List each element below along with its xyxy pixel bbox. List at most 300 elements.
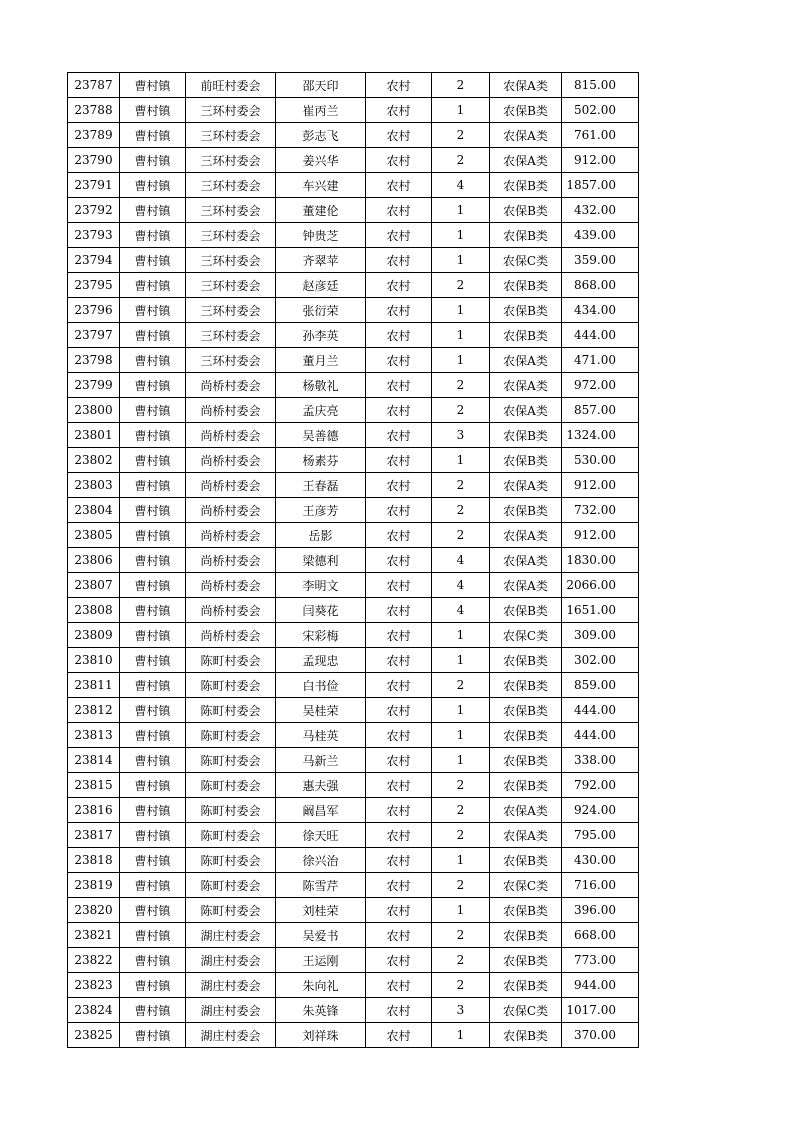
table-row (68, 1023, 639, 1048)
table-row (68, 198, 639, 223)
insurance-category-cell: 农保B类 (490, 298, 562, 323)
village-committee-cell: 陈町村委会 (186, 798, 276, 823)
insurance-category-cell: 农保A类 (490, 148, 562, 173)
town-cell: 曹村镇 (120, 748, 186, 773)
town-cell: 曹村镇 (120, 898, 186, 923)
record-id-cell: 23788 (68, 98, 120, 123)
area-type-cell: 农村 (366, 398, 432, 423)
amount-cell: 1830.00 (562, 548, 639, 573)
amount-cell: 1017.00 (562, 998, 639, 1023)
village-committee-cell: 陈町村委会 (186, 873, 276, 898)
amount-cell: 444.00 (562, 698, 639, 723)
table-row (68, 148, 639, 173)
table-row (68, 323, 639, 348)
area-type-cell: 农村 (366, 548, 432, 573)
household-count-cell: 1 (432, 723, 490, 748)
table-row (68, 273, 639, 298)
table-row (68, 998, 639, 1023)
area-type-cell: 农村 (366, 248, 432, 273)
insurance-category-cell: 农保B类 (490, 748, 562, 773)
village-committee-cell: 尚桥村委会 (186, 423, 276, 448)
insurance-category-cell: 农保A类 (490, 573, 562, 598)
village-committee-cell: 三环村委会 (186, 273, 276, 298)
table-row (68, 98, 639, 123)
table-row (68, 898, 639, 923)
person-name-cell: 齐翠苹 (276, 248, 366, 273)
household-count-cell: 2 (432, 873, 490, 898)
household-count-cell: 4 (432, 598, 490, 623)
household-count-cell: 2 (432, 798, 490, 823)
household-count-cell: 2 (432, 73, 490, 98)
amount-cell: 944.00 (562, 973, 639, 998)
town-cell: 曹村镇 (120, 1023, 186, 1048)
household-count-cell: 4 (432, 573, 490, 598)
table-row (68, 498, 639, 523)
record-id-cell: 23821 (68, 923, 120, 948)
person-name-cell: 杨敬礼 (276, 373, 366, 398)
village-committee-cell: 前旺村委会 (186, 73, 276, 98)
amount-cell: 912.00 (562, 148, 639, 173)
record-id-cell: 23815 (68, 773, 120, 798)
area-type-cell: 农村 (366, 673, 432, 698)
household-count-cell: 2 (432, 973, 490, 998)
amount-cell: 439.00 (562, 223, 639, 248)
household-count-cell: 1 (432, 448, 490, 473)
village-committee-cell: 三环村委会 (186, 248, 276, 273)
amount-cell: 924.00 (562, 798, 639, 823)
table-row (68, 848, 639, 873)
amount-cell: 912.00 (562, 473, 639, 498)
amount-cell: 530.00 (562, 448, 639, 473)
household-count-cell: 1 (432, 698, 490, 723)
insurance-category-cell: 农保B类 (490, 698, 562, 723)
table-row (68, 123, 639, 148)
record-id-cell: 23801 (68, 423, 120, 448)
insurance-category-cell: 农保A类 (490, 473, 562, 498)
amount-cell: 815.00 (562, 73, 639, 98)
insurance-category-cell: 农保B类 (490, 273, 562, 298)
person-name-cell: 孟庆亮 (276, 398, 366, 423)
amount-cell: 444.00 (562, 723, 639, 748)
town-cell: 曹村镇 (120, 473, 186, 498)
village-committee-cell: 三环村委会 (186, 123, 276, 148)
town-cell: 曹村镇 (120, 448, 186, 473)
household-count-cell: 1 (432, 198, 490, 223)
insurance-category-cell: 农保B类 (490, 973, 562, 998)
person-name-cell: 吴善德 (276, 423, 366, 448)
record-id-cell: 23794 (68, 248, 120, 273)
town-cell: 曹村镇 (120, 573, 186, 598)
area-type-cell: 农村 (366, 473, 432, 498)
amount-cell: 795.00 (562, 823, 639, 848)
person-name-cell: 孙李英 (276, 323, 366, 348)
record-id-cell: 23823 (68, 973, 120, 998)
household-count-cell: 1 (432, 298, 490, 323)
town-cell: 曹村镇 (120, 73, 186, 98)
table-row (68, 523, 639, 548)
insurance-category-cell: 农保A类 (490, 123, 562, 148)
person-name-cell: 王春磊 (276, 473, 366, 498)
record-id-cell: 23796 (68, 298, 120, 323)
amount-cell: 761.00 (562, 123, 639, 148)
area-type-cell: 农村 (366, 748, 432, 773)
amount-cell: 370.00 (562, 1023, 639, 1048)
household-count-cell: 2 (432, 148, 490, 173)
town-cell: 曹村镇 (120, 498, 186, 523)
person-name-cell: 吴桂荣 (276, 698, 366, 723)
town-cell: 曹村镇 (120, 198, 186, 223)
record-id-cell: 23810 (68, 648, 120, 673)
record-id-cell: 23816 (68, 798, 120, 823)
insurance-category-cell: 农保B类 (490, 198, 562, 223)
household-count-cell: 1 (432, 323, 490, 348)
record-id-cell: 23824 (68, 998, 120, 1023)
table-row (68, 748, 639, 773)
town-cell: 曹村镇 (120, 923, 186, 948)
record-id-cell: 23817 (68, 823, 120, 848)
insurance-category-cell: 农保B类 (490, 773, 562, 798)
insurance-category-cell: 农保B类 (490, 98, 562, 123)
insurance-category-cell: 农保A类 (490, 798, 562, 823)
village-committee-cell: 湖庄村委会 (186, 1023, 276, 1048)
amount-cell: 972.00 (562, 373, 639, 398)
record-id-cell: 23819 (68, 873, 120, 898)
person-name-cell: 刘桂荣 (276, 898, 366, 923)
village-committee-cell: 尚桥村委会 (186, 548, 276, 573)
town-cell: 曹村镇 (120, 348, 186, 373)
household-count-cell: 2 (432, 123, 490, 148)
person-name-cell: 刘祥珠 (276, 1023, 366, 1048)
table-row (68, 673, 639, 698)
household-count-cell: 1 (432, 1023, 490, 1048)
amount-cell: 2066.00 (562, 573, 639, 598)
town-cell: 曹村镇 (120, 148, 186, 173)
village-committee-cell: 三环村委会 (186, 223, 276, 248)
amount-cell: 868.00 (562, 273, 639, 298)
table-row (68, 823, 639, 848)
record-id-cell: 23805 (68, 523, 120, 548)
area-type-cell: 农村 (366, 648, 432, 673)
area-type-cell: 农村 (366, 723, 432, 748)
amount-cell: 773.00 (562, 948, 639, 973)
village-committee-cell: 陈町村委会 (186, 898, 276, 923)
town-cell: 曹村镇 (120, 973, 186, 998)
record-id-cell: 23793 (68, 223, 120, 248)
table-row (68, 348, 639, 373)
town-cell: 曹村镇 (120, 848, 186, 873)
town-cell: 曹村镇 (120, 998, 186, 1023)
record-id-cell: 23803 (68, 473, 120, 498)
amount-cell: 359.00 (562, 248, 639, 273)
person-name-cell: 李明文 (276, 573, 366, 598)
amount-cell: 1651.00 (562, 598, 639, 623)
town-cell: 曹村镇 (120, 598, 186, 623)
insurance-category-cell: 农保B类 (490, 1023, 562, 1048)
household-count-cell: 2 (432, 373, 490, 398)
household-count-cell: 1 (432, 648, 490, 673)
village-committee-cell: 三环村委会 (186, 173, 276, 198)
record-id-cell: 23795 (68, 273, 120, 298)
table-row (68, 698, 639, 723)
person-name-cell: 王运刚 (276, 948, 366, 973)
person-name-cell: 朱英锋 (276, 998, 366, 1023)
person-name-cell: 张衍荣 (276, 298, 366, 323)
table-row (68, 873, 639, 898)
village-committee-cell: 尚桥村委会 (186, 573, 276, 598)
insurance-category-cell: 农保B类 (490, 173, 562, 198)
household-count-cell: 1 (432, 248, 490, 273)
town-cell: 曹村镇 (120, 323, 186, 348)
town-cell: 曹村镇 (120, 223, 186, 248)
amount-cell: 338.00 (562, 748, 639, 773)
amount-cell: 857.00 (562, 398, 639, 423)
table-row (68, 173, 639, 198)
area-type-cell: 农村 (366, 873, 432, 898)
person-name-cell: 马新兰 (276, 748, 366, 773)
village-committee-cell: 陈町村委会 (186, 698, 276, 723)
household-count-cell: 2 (432, 948, 490, 973)
insurance-category-cell: 农保B类 (490, 948, 562, 973)
town-cell: 曹村镇 (120, 798, 186, 823)
insurance-category-cell: 农保A类 (490, 348, 562, 373)
area-type-cell: 农村 (366, 773, 432, 798)
amount-cell: 302.00 (562, 648, 639, 673)
person-name-cell: 宋彩梅 (276, 623, 366, 648)
amount-cell: 859.00 (562, 673, 639, 698)
record-id-cell: 23808 (68, 598, 120, 623)
amount-cell: 434.00 (562, 298, 639, 323)
village-committee-cell: 三环村委会 (186, 198, 276, 223)
person-name-cell: 阚昌军 (276, 798, 366, 823)
insurance-category-cell: 农保B类 (490, 423, 562, 448)
household-count-cell: 2 (432, 773, 490, 798)
person-name-cell: 董建伦 (276, 198, 366, 223)
area-type-cell: 农村 (366, 348, 432, 373)
area-type-cell: 农村 (366, 498, 432, 523)
town-cell: 曹村镇 (120, 298, 186, 323)
record-id-cell: 23822 (68, 948, 120, 973)
area-type-cell: 农村 (366, 448, 432, 473)
household-count-cell: 3 (432, 423, 490, 448)
records-table (67, 72, 639, 1048)
table-row (68, 773, 639, 798)
household-count-cell: 1 (432, 623, 490, 648)
town-cell: 曹村镇 (120, 773, 186, 798)
person-name-cell: 彭志飞 (276, 123, 366, 148)
person-name-cell: 闫葵花 (276, 598, 366, 623)
amount-cell: 732.00 (562, 498, 639, 523)
amount-cell: 912.00 (562, 523, 639, 548)
town-cell: 曹村镇 (120, 698, 186, 723)
town-cell: 曹村镇 (120, 373, 186, 398)
village-committee-cell: 湖庄村委会 (186, 998, 276, 1023)
village-committee-cell: 湖庄村委会 (186, 948, 276, 973)
amount-cell: 396.00 (562, 898, 639, 923)
insurance-category-cell: 农保A类 (490, 398, 562, 423)
record-id-cell: 23799 (68, 373, 120, 398)
area-type-cell: 农村 (366, 823, 432, 848)
area-type-cell: 农村 (366, 173, 432, 198)
record-id-cell: 23814 (68, 748, 120, 773)
village-committee-cell: 三环村委会 (186, 323, 276, 348)
area-type-cell: 农村 (366, 623, 432, 648)
insurance-category-cell: 农保A类 (490, 548, 562, 573)
insurance-category-cell: 农保B类 (490, 723, 562, 748)
village-committee-cell: 三环村委会 (186, 148, 276, 173)
village-committee-cell: 陈町村委会 (186, 673, 276, 698)
insurance-category-cell: 农保B类 (490, 323, 562, 348)
area-type-cell: 农村 (366, 298, 432, 323)
insurance-category-cell: 农保C类 (490, 623, 562, 648)
table-row (68, 298, 639, 323)
village-committee-cell: 尚桥村委会 (186, 523, 276, 548)
table-row (68, 73, 639, 98)
insurance-category-cell: 农保B类 (490, 848, 562, 873)
amount-cell: 792.00 (562, 773, 639, 798)
household-count-cell: 4 (432, 548, 490, 573)
household-count-cell: 2 (432, 498, 490, 523)
household-count-cell: 1 (432, 848, 490, 873)
insurance-category-cell: 农保B类 (490, 648, 562, 673)
household-count-cell: 4 (432, 173, 490, 198)
household-count-cell: 1 (432, 223, 490, 248)
household-count-cell: 2 (432, 923, 490, 948)
village-committee-cell: 湖庄村委会 (186, 973, 276, 998)
person-name-cell: 徐兴治 (276, 848, 366, 873)
amount-cell: 1324.00 (562, 423, 639, 448)
insurance-category-cell: 农保C类 (490, 248, 562, 273)
amount-cell: 716.00 (562, 873, 639, 898)
table-row (68, 573, 639, 598)
area-type-cell: 农村 (366, 423, 432, 448)
town-cell: 曹村镇 (120, 673, 186, 698)
area-type-cell: 农村 (366, 848, 432, 873)
record-id-cell: 23806 (68, 548, 120, 573)
record-id-cell: 23825 (68, 1023, 120, 1048)
area-type-cell: 农村 (366, 573, 432, 598)
amount-cell: 430.00 (562, 848, 639, 873)
town-cell: 曹村镇 (120, 173, 186, 198)
person-name-cell: 钟贵芝 (276, 223, 366, 248)
village-committee-cell: 尚桥村委会 (186, 448, 276, 473)
household-count-cell: 2 (432, 523, 490, 548)
village-committee-cell: 陈町村委会 (186, 823, 276, 848)
amount-cell: 1857.00 (562, 173, 639, 198)
village-committee-cell: 尚桥村委会 (186, 623, 276, 648)
table-row (68, 223, 639, 248)
insurance-category-cell: 农保B类 (490, 898, 562, 923)
insurance-category-cell: 农保B类 (490, 598, 562, 623)
area-type-cell: 农村 (366, 923, 432, 948)
person-name-cell: 惠夫强 (276, 773, 366, 798)
record-id-cell: 23790 (68, 148, 120, 173)
table-row (68, 923, 639, 948)
town-cell: 曹村镇 (120, 398, 186, 423)
town-cell: 曹村镇 (120, 623, 186, 648)
village-committee-cell: 陈町村委会 (186, 848, 276, 873)
area-type-cell: 农村 (366, 323, 432, 348)
table-row (68, 548, 639, 573)
person-name-cell: 徐天旺 (276, 823, 366, 848)
village-committee-cell: 尚桥村委会 (186, 373, 276, 398)
person-name-cell: 孟现忠 (276, 648, 366, 673)
table-row (68, 423, 639, 448)
person-name-cell: 车兴建 (276, 173, 366, 198)
person-name-cell: 王彦芳 (276, 498, 366, 523)
household-count-cell: 1 (432, 98, 490, 123)
household-count-cell: 1 (432, 748, 490, 773)
village-committee-cell: 尚桥村委会 (186, 498, 276, 523)
person-name-cell: 吴爱书 (276, 923, 366, 948)
town-cell: 曹村镇 (120, 423, 186, 448)
area-type-cell: 农村 (366, 148, 432, 173)
person-name-cell: 崔丙兰 (276, 98, 366, 123)
amount-cell: 471.00 (562, 348, 639, 373)
record-id-cell: 23798 (68, 348, 120, 373)
insurance-category-cell: 农保C类 (490, 998, 562, 1023)
person-name-cell: 梁德利 (276, 548, 366, 573)
insurance-category-cell: 农保B类 (490, 673, 562, 698)
person-name-cell: 杨素芬 (276, 448, 366, 473)
record-id-cell: 23809 (68, 623, 120, 648)
area-type-cell: 农村 (366, 1023, 432, 1048)
insurance-category-cell: 农保A类 (490, 73, 562, 98)
village-committee-cell: 三环村委会 (186, 348, 276, 373)
insurance-category-cell: 农保A类 (490, 823, 562, 848)
village-committee-cell: 尚桥村委会 (186, 398, 276, 423)
record-id-cell: 23813 (68, 723, 120, 748)
record-id-cell: 23818 (68, 848, 120, 873)
town-cell: 曹村镇 (120, 273, 186, 298)
area-type-cell: 农村 (366, 948, 432, 973)
table-row (68, 373, 639, 398)
area-type-cell: 农村 (366, 123, 432, 148)
record-id-cell: 23789 (68, 123, 120, 148)
table-row (68, 473, 639, 498)
record-id-cell: 23820 (68, 898, 120, 923)
town-cell: 曹村镇 (120, 98, 186, 123)
table-row (68, 798, 639, 823)
person-name-cell: 岳影 (276, 523, 366, 548)
household-count-cell: 2 (432, 673, 490, 698)
area-type-cell: 农村 (366, 798, 432, 823)
town-cell: 曹村镇 (120, 123, 186, 148)
household-count-cell: 1 (432, 348, 490, 373)
record-id-cell: 23812 (68, 698, 120, 723)
amount-cell: 444.00 (562, 323, 639, 348)
town-cell: 曹村镇 (120, 948, 186, 973)
amount-cell: 432.00 (562, 198, 639, 223)
area-type-cell: 农村 (366, 598, 432, 623)
area-type-cell: 农村 (366, 273, 432, 298)
town-cell: 曹村镇 (120, 248, 186, 273)
area-type-cell: 农村 (366, 998, 432, 1023)
town-cell: 曹村镇 (120, 523, 186, 548)
area-type-cell: 农村 (366, 523, 432, 548)
record-id-cell: 23787 (68, 73, 120, 98)
household-count-cell: 3 (432, 998, 490, 1023)
table-row (68, 448, 639, 473)
town-cell: 曹村镇 (120, 648, 186, 673)
table-row (68, 398, 639, 423)
person-name-cell: 赵彦廷 (276, 273, 366, 298)
village-committee-cell: 陈町村委会 (186, 723, 276, 748)
area-type-cell: 农村 (366, 898, 432, 923)
village-committee-cell: 陈町村委会 (186, 648, 276, 673)
town-cell: 曹村镇 (120, 723, 186, 748)
insurance-category-cell: 农保A类 (490, 523, 562, 548)
insurance-category-cell: 农保B类 (490, 498, 562, 523)
